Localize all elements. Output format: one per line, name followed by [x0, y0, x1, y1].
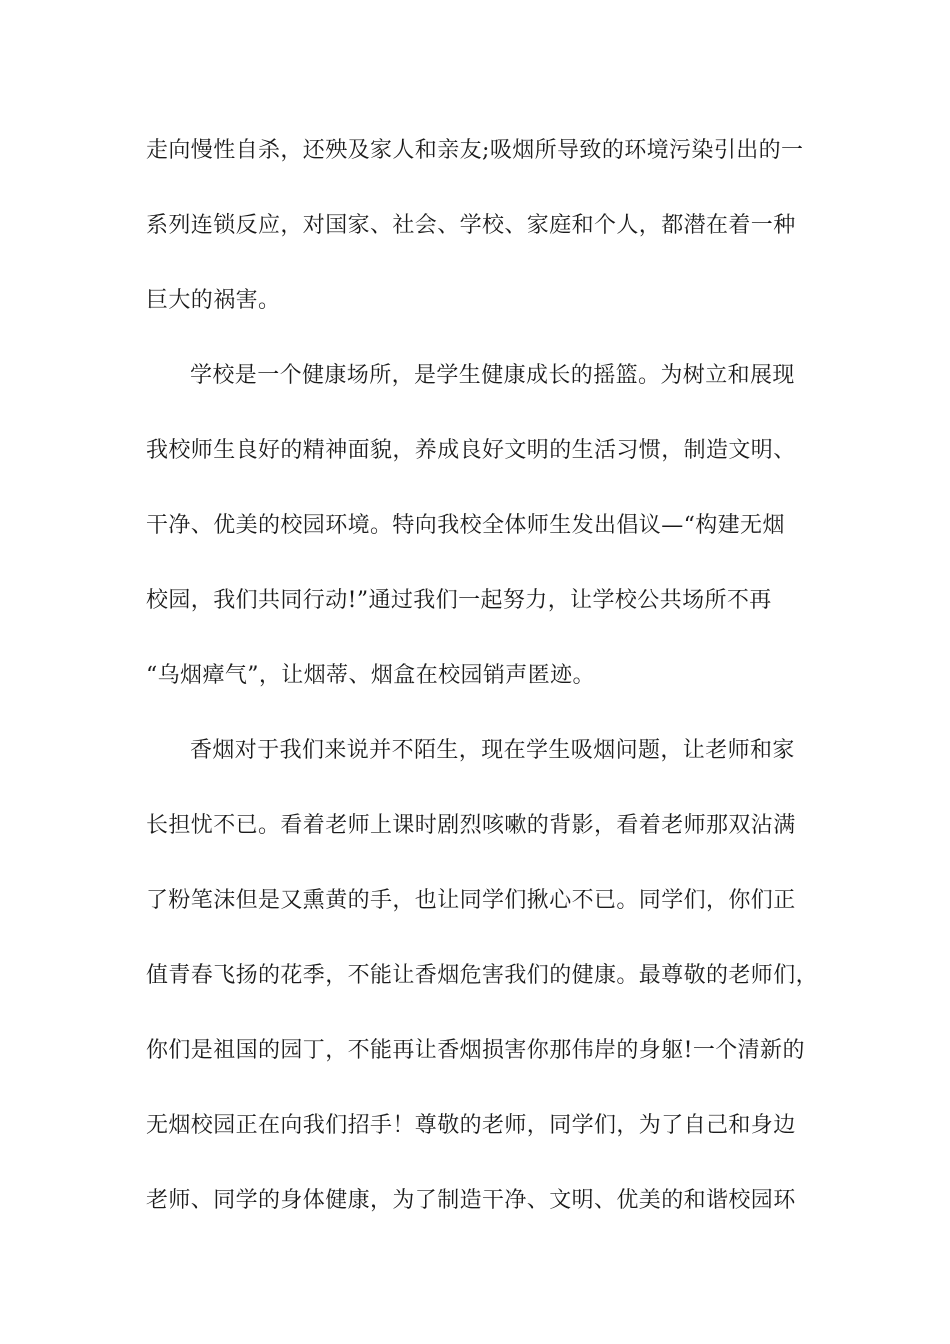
body-line-6: 干净、优美的校园环境。特向我校全体师生发出倡议—“构建无烟	[146, 513, 785, 538]
body-line-7: 校园，我们共同行动!”通过我们一起努力，让学校公共场所不再	[146, 588, 772, 613]
body-line-13: 你们是祖国的园丁，不能再让香烟损害你那伟岸的身躯!一个清新的	[146, 1038, 805, 1063]
body-line-11: 了粉笔沫但是又熏黄的手，也让同学们揪心不已。同学们，你们正	[146, 888, 796, 913]
body-line-5: 我校师生良好的精神面貌，养成良好文明的生活习惯，制造文明、	[146, 438, 796, 463]
body-line-10: 长担忧不已。看着老师上课时剧烈咳嗽的背影，看着老师那双沾满	[146, 813, 796, 838]
body-line-2: 系列连锁反应，对国家、社会、学校、家庭和个人，都潜在着一种	[146, 213, 796, 238]
body-line-9: 香烟对于我们来说并不陌生，现在学生吸烟问题，让老师和家	[190, 738, 795, 763]
body-line-3: 巨大的祸害。	[146, 288, 281, 313]
body-line-1: 走向慢性自杀，还殃及家人和亲友;吸烟所导致的环境污染引出的一	[146, 138, 804, 163]
body-line-8: “乌烟瘴气”，让烟蒂、烟盒在校园销声匿迹。	[146, 663, 595, 688]
body-line-15: 老师、同学的身体健康，为了制造干净、文明、优美的和谐校园环	[146, 1188, 796, 1213]
body-line-12: 值青春飞扬的花季，不能让香烟危害我们的健康。最尊敬的老师们，	[146, 963, 819, 988]
body-line-14: 无烟校园正在向我们招手！尊敬的老师，同学们，为了自己和身边	[146, 1113, 796, 1138]
body-line-4: 学校是一个健康场所，是学生健康成长的摇篮。为树立和展现	[190, 363, 795, 388]
